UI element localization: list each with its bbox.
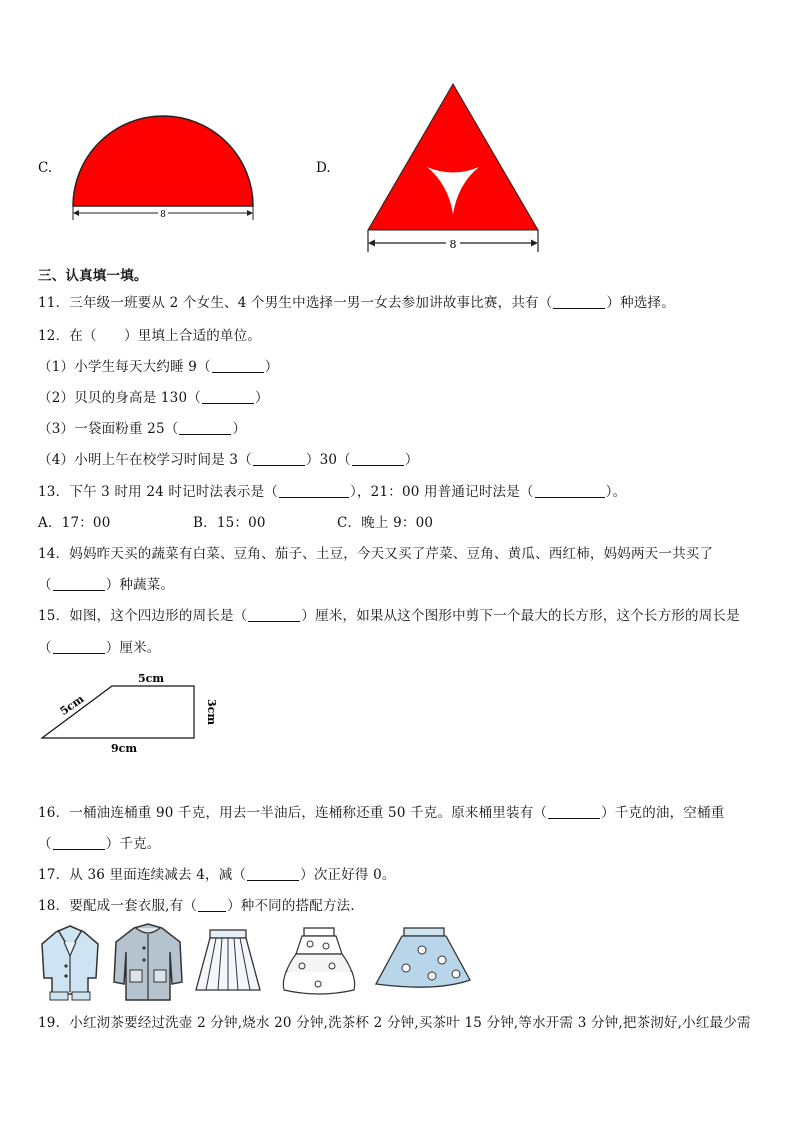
answer-blank[interactable] [535,485,605,498]
choice-a[interactable]: A．17：00 [38,515,111,531]
answer-blank[interactable] [548,806,600,819]
trapezoid-bottom-label: 9cm [111,742,137,755]
question-16-line-2: （ ）千克。 [38,836,161,852]
flower-skirt-icon [376,928,470,987]
semicircle-dimension: 8 [160,210,166,220]
answer-blank[interactable] [248,609,300,622]
question-17: 17．从 36 里面连续减去 4，减（ ）次正好得 0。 [38,867,396,883]
question-14-line-1: 14．妈妈昨天买的蔬菜有白菜、豆角、茄子、土豆，今天又买了芹菜、豆角、黄瓜、西红柿，妈妈两天一共买了 [38,546,714,562]
question-12-item-1: （1）小学生每天大约睡 9（ ） [38,359,279,375]
question-15-line-2: （ ）厘米。 [38,640,161,656]
sailor-jacket-icon [42,926,98,1000]
question-15-line-1: 15．如图，这个四边形的周长是（ ）厘米，如果从这个图形中剪下一个最大的长方形，这个长方形的周长是 [38,608,740,624]
trapezoid-top-label: 5cm [138,672,164,685]
trapezoid-right-label: 3cm [205,699,218,725]
trapezoid-slant-label: 5cm [57,692,87,718]
answer-blank[interactable] [53,641,105,654]
answer-blank[interactable] [53,578,105,591]
semicircle-shape [73,116,253,206]
choice-c[interactable]: C．晚上 9：00 [337,515,434,531]
answer-blank[interactable] [202,391,254,404]
answer-blank[interactable] [553,296,605,309]
option-c-label: C. [38,160,53,176]
semicircle-figure [66,110,260,225]
frilly-skirt-icon [283,928,354,994]
section-title: 三、认真填一填。 [38,268,148,284]
option-d-label: D. [316,160,331,176]
answer-blank[interactable] [247,868,299,881]
answer-blank[interactable] [198,899,226,912]
question-12-title: 12．在（ ）里填上合适的单位。 [38,328,262,344]
answer-blank[interactable] [279,485,349,498]
question-13: 13．下午 3 时用 24 时记时法表示是（ ），21：00 用普通记时法是（ ）。 [38,484,627,500]
triangle-dimension: 8 [449,238,457,251]
question-16-line-1: 16．一桶油连桶重 90 千克，用去一半油后，连桶称还重 50 千克。原来桶里装有（ ）千克的油，空桶重 [38,805,725,821]
question-14-line-2: （ ）种蔬菜。 [38,577,175,593]
question-12-item-4: （4）小明上午在校学习时间是 3（ ）30（ ） [38,452,419,468]
question-12-item-3: （3）一袋面粉重 25（ ） [38,421,247,437]
answer-blank[interactable] [53,837,105,850]
question-12-item-2: （2）贝贝的身高是 130（ ） [38,390,269,406]
trapezoid-figure [36,668,226,758]
clothing-illustrations [36,922,476,1004]
answer-blank[interactable] [253,453,305,466]
answer-blank[interactable] [352,453,404,466]
answer-blank[interactable] [179,422,231,435]
question-18: 18．要配成一套衣服,有（ ）种不同的搭配方法． [38,898,365,914]
question-11: 11．三年级一班要从 2 个女生、4 个男生中选择一男一女去参加讲故事比赛，共有（ ）种选择。 [38,295,675,311]
question-19: 19．小红沏茶要经过洗壶 2 分钟,烧水 20 分钟,洗茶杯 2 分钟,买茶叶 15 分钟,等水开需 3 分钟,把茶沏好,小红最少需 [38,1015,751,1031]
answer-blank[interactable] [212,360,264,373]
pleated-skirt-icon [196,930,260,990]
triangle-figure [362,80,544,256]
coat-icon [114,924,182,1000]
choice-b[interactable]: B．15：00 [193,515,266,531]
